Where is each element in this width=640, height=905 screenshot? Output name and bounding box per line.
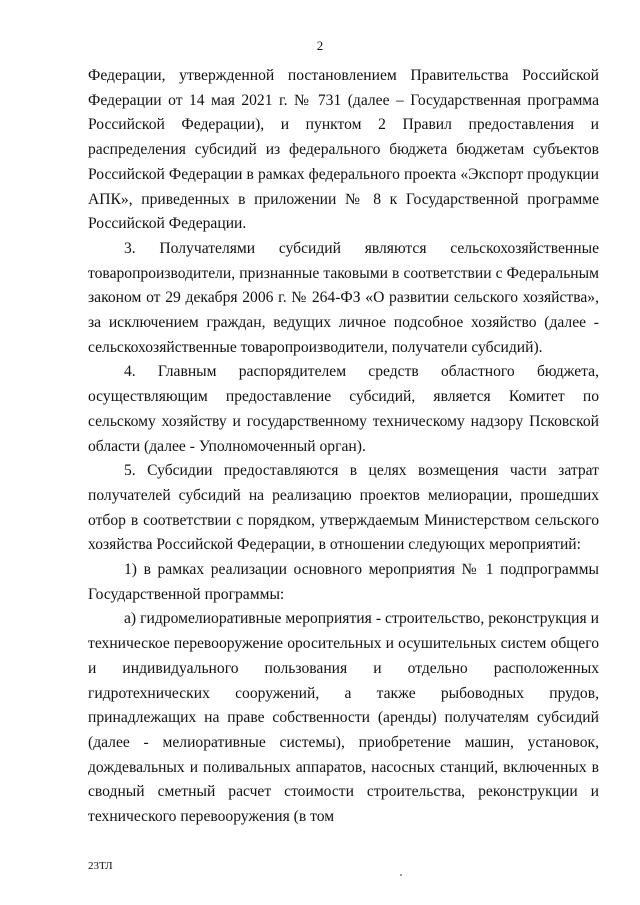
paragraph-subitem-a: а) гидромелиоративные мероприятия - строительство, реконструкция и техническое перевооружение оросительных и осушительных систем общего и индивидуального пользования и отдельно расположенных гидротехнических сооружений, а также рыбоводных прудов, принадлежащих на праве собственности (аренды) получателям субсидий (далее - мелиоративные системы), приобретение машин, установок, дождевальных и поливальных аппаратов, насосных станций, включенных в сводный сметный расчет стоимости строительства, реконструкции и технического перевооружения (в том: [88, 610, 599, 826]
footer-document-code: 23ТЛ: [88, 860, 113, 872]
paragraph-item-5: 5. Субсидии предоставляются в целях возмещения части затрат получателей субсидий на реализацию проектов мелиорации, прошедших отбор в соответствии с порядком, утверждаемым Министерством сельского хозяйства Российской Федерации, в отношении следующих мероприятий:: [88, 462, 599, 554]
paragraph-continuation: Федерации, утвержденной постановлением Правительства Российской Федерации от 14 мая 2021 г. № 731 (далее – Государственная программа Российской Федерации), и пунктом 2 Правил предоставления и распределения субсидий из федерального бюджета бюджетам субъектов Российской Федерации в рамках федерального проекта «Экспорт продукции АПК», приведенных в приложении № 8 к Государственной программе Российской Федерации.: [88, 67, 599, 233]
paragraph-subitem-1: 1) в рамках реализации основного мероприятия № 1 подпрограммы Государственной программы:: [88, 561, 599, 603]
document-body: [88, 64, 599, 830]
page-number: 2: [316, 38, 324, 53]
scan-artifact: [400, 874, 402, 876]
paragraph-item-4: 4. Главным распорядителем средств областного бюджета, осуществляющим предоставление субсидий, является Комитет по сельскому хозяйству и государственному техническому надзору Псковской области (далее - Уполномоченный орган).: [88, 363, 599, 455]
paragraph-item-3: 3. Получателями субсидий являются сельскохозяйственные товаропроизводители, признанные таковыми в соответствии с Федеральным законом от 29 декабря 2006 г. № 264-ФЗ «О развитии сельского хозяйства», за исключением граждан, ведущих личное подсобное хозяйство (далее - сельскохозяйственные товаропроизводители, получатели субсидий).: [88, 239, 599, 356]
